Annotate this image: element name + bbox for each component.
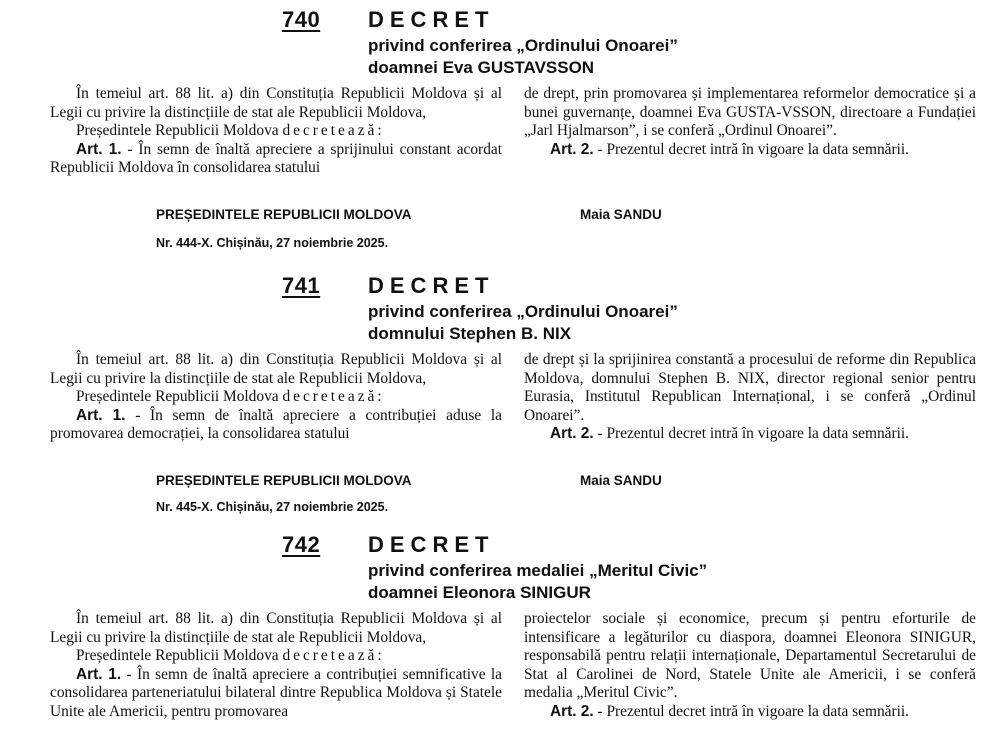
- article-2-label: Art. 2.: [550, 425, 594, 443]
- article-1: [50, 407, 502, 444]
- decrees-paragraph: [50, 122, 502, 141]
- article-1: [50, 141, 502, 178]
- president-text: Președintele Republicii Moldova: [76, 388, 283, 406]
- decree-reference: Nr. 444-X. Chișinău, 27 noiembrie 2025.: [156, 236, 389, 250]
- article-2: [524, 141, 976, 160]
- article-2: [524, 425, 976, 444]
- colon-text: :: [377, 647, 382, 665]
- article-1-label: Art. 1.: [76, 665, 122, 683]
- colon-text: :: [377, 122, 382, 140]
- president-text: Președintele Republicii Moldova: [76, 647, 283, 665]
- legal-basis-paragraph: În temeiul art. 88 lit. a) din Constituția Republicii Moldova și al Legii cu privire la distincțiile de stat ale Republicii Moldova,: [50, 610, 502, 646]
- decree-keyword: DECRET: [368, 532, 495, 557]
- decree-subtitle: privind conferirea medaliei „Meritul Civic”: [368, 561, 708, 580]
- decree-number: 742: [282, 532, 321, 557]
- article-2-label: Art. 2.: [550, 140, 594, 158]
- article-2-text: - Prezentul decret intră în vigoare la data semnării.: [593, 425, 909, 443]
- decretes-text: decretează: [282, 388, 378, 406]
- decrees-paragraph: [50, 647, 502, 666]
- colon-text: :: [377, 388, 382, 406]
- decree-keyword: DECRET: [368, 7, 495, 32]
- article-1-label: Art. 1.: [76, 406, 126, 424]
- decree-header: [0, 271, 1007, 341]
- article-1-continuation: de drept și la sprijinirea constantă a procesului de reforme din Republica Moldova, domnului Stephen B. NIX, director regional senior pentru Eurasia, Institutul Republican Internațional, i se conferă „Ordinul Onoarei”.: [524, 351, 976, 424]
- article-1-text: - În semn de înaltă apreciere a contribuției semnificative la consolidarea parteneriatului bilateral dintre Republica Moldova și Statele Unite ale Americii, pentru promovarea: [50, 665, 502, 720]
- article-2-label: Art. 2.: [550, 702, 594, 720]
- decree-recipient: domnului Stephen B. NIX: [368, 324, 572, 343]
- signature-office: PREȘEDINTELE REPUBLICII MOLDOVA: [156, 207, 412, 222]
- decree-left-column: [50, 85, 502, 178]
- president-text: Președintele Republicii Moldova: [76, 122, 283, 140]
- decree-header: [0, 530, 1007, 600]
- decree-right-column: [524, 351, 976, 444]
- article-1-label: Art. 1.: [76, 140, 122, 158]
- decree-subtitle: privind conferirea „Ordinului Onoarei”: [368, 36, 678, 55]
- decrees-paragraph: [50, 388, 502, 407]
- legal-basis-paragraph: În temeiul art. 88 lit. a) din Constituția Republicii Moldova și al Legii cu privire la distincțiile de stat ale Republicii Moldova,: [50, 85, 502, 121]
- decree-left-column: [50, 351, 502, 444]
- decree-reference: Nr. 445-X. Chișinău, 27 noiembrie 2025.: [156, 500, 389, 514]
- decree-right-column: [524, 85, 976, 159]
- article-2-text: - Prezentul decret intră în vigoare la data semnării.: [593, 702, 909, 720]
- decretes-text: decretează: [282, 647, 378, 665]
- decree-left-column: [50, 610, 502, 722]
- decree-number: 740: [282, 7, 321, 32]
- article-1-text: - În semn de înaltă apreciere a sprijinului constant acordat Republicii Moldova în consolidarea statului: [50, 140, 502, 177]
- decree-recipient: doamnei Eva GUSTAVSSON: [368, 58, 595, 77]
- decretes-text: decretează: [282, 122, 378, 140]
- decree-number: 741: [282, 273, 321, 298]
- signatory-name: Maia SANDU: [580, 473, 662, 488]
- decree-keyword: DECRET: [368, 273, 495, 298]
- article-1-text: - În semn de înaltă apreciere a contribuției aduse la promovarea democrației, la consolidarea statului: [50, 406, 502, 443]
- decree-header: [0, 5, 1007, 75]
- signature-office: PREȘEDINTELE REPUBLICII MOLDOVA: [156, 473, 412, 488]
- article-1-continuation: proiectelor sociale și economice, precum și pentru eforturile de intensificare a legăturilor cu diaspora, doamnei Eleonora SINIGUR, responsabilă pentru relații internaționale, Departamentul Secretarului de Stat al Carolinei de Nord, Statele Unite ale Americii, i se conferă medalia „Meritul Civic”.: [524, 610, 976, 702]
- article-2-text: - Prezentul decret intră în vigoare la data semnării.: [593, 140, 909, 158]
- decree-subtitle: privind conferirea „Ordinului Onoarei”: [368, 302, 678, 321]
- decree-recipient: doamnei Eleonora SINIGUR: [368, 583, 591, 602]
- legal-basis-paragraph: În temeiul art. 88 lit. a) din Constituția Republicii Moldova și al Legii cu privire la distincțiile de stat ale Republicii Moldova,: [50, 351, 502, 387]
- article-1: [50, 666, 502, 722]
- article-1-continuation: de drept, prin promovarea și implementarea reformelor democratice și a bunei guvernanțe, doamnei Eva GUSTA-VSSON, directoare a Fundației „Jarl Hjalmarson”, i se conferă „Ordinul Onoarei”.: [524, 85, 976, 140]
- decree-right-column: [524, 610, 976, 722]
- signatory-name: Maia SANDU: [580, 207, 662, 222]
- article-2: [524, 703, 976, 722]
